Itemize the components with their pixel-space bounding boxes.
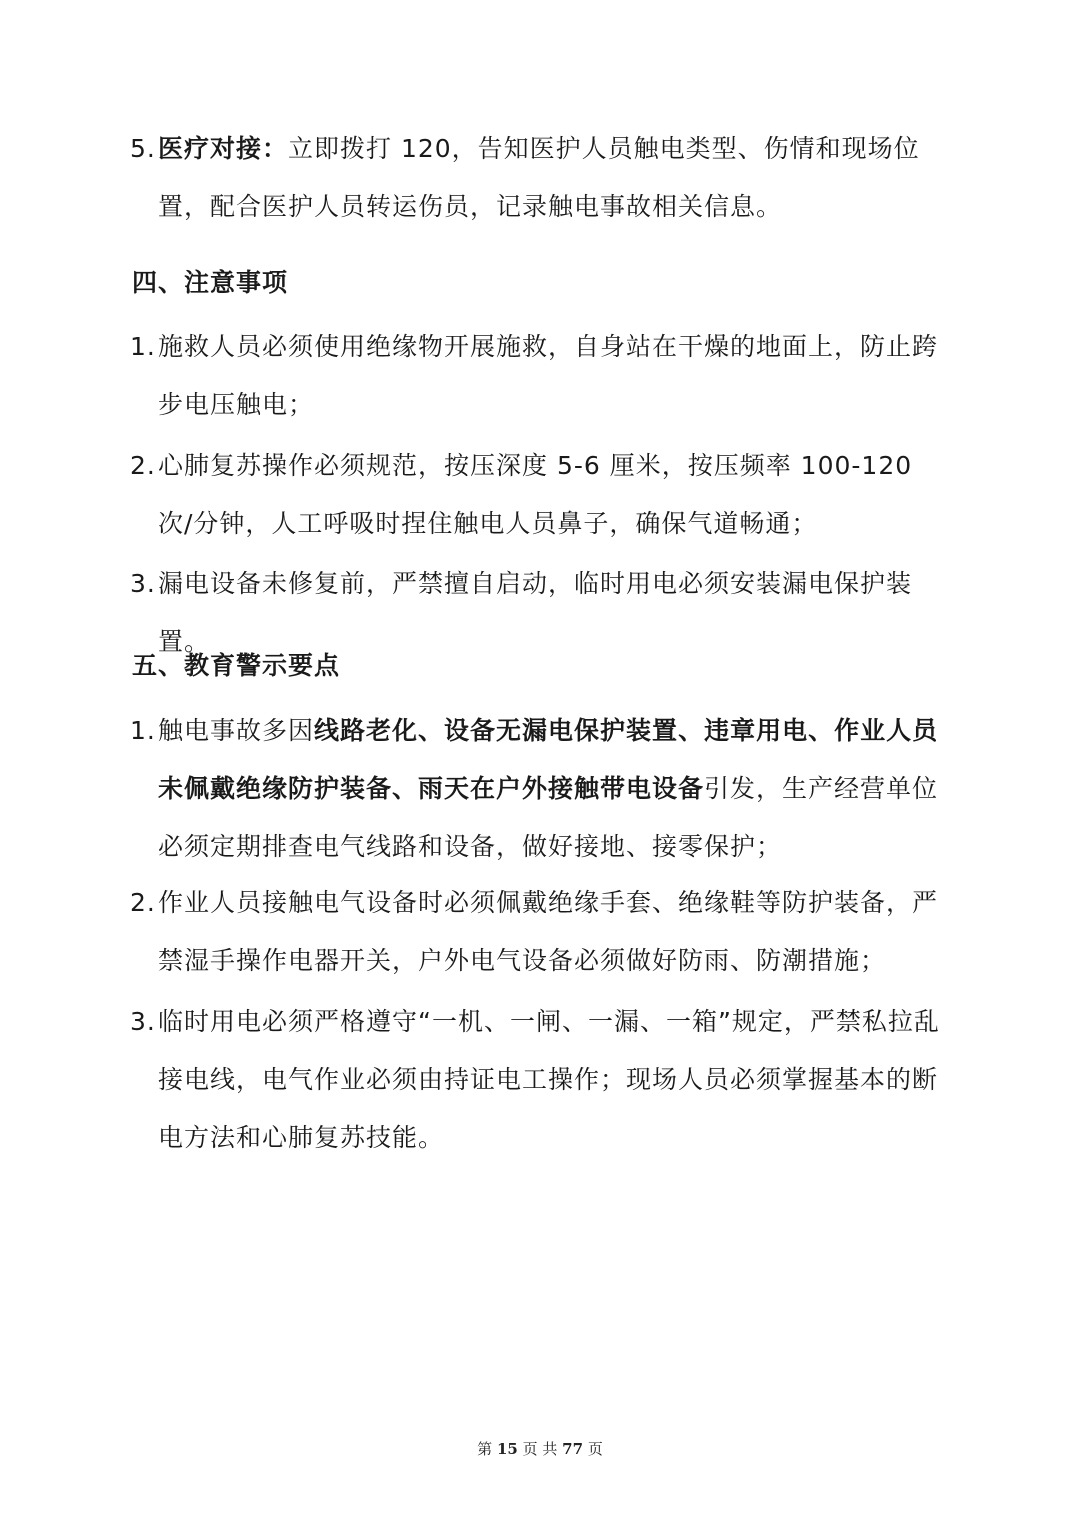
item-bold-label: 医疗对接： [158,134,289,163]
list-item [130,437,950,553]
page-footer [0,1438,1080,1459]
item-number: 2. [130,451,156,480]
emphasis-separator: 、 [418,716,445,745]
item-text: 作业人员接触电气设备时必须佩戴绝缘手套、绝缘鞋等防护装备，严禁湿手操作电器开关，户外电气设备必须做好防雨、防潮措施； [158,888,939,975]
item-number: 3. [130,1007,156,1036]
emphasis-text: 作业人员未佩戴绝缘防护装备 [158,716,939,803]
list-item [130,318,950,434]
item-number: 3. [130,569,156,598]
list-item [130,993,950,1167]
total-page-number: 77 [562,1440,584,1458]
list-item [130,874,950,990]
item-text: 漏电设备未修复前，严禁擅自启动，临时用电必须安装漏电保护装置。 [158,569,913,656]
footer-prefix: 第 [477,1440,493,1458]
item-content [158,702,950,876]
emphasis-text: 雨天在户外接触带电设备 [418,774,705,803]
current-page-number: 15 [496,1440,518,1458]
item-text: 施救人员必须使用绝缘物开展施救，自身站在干燥的地面上，防止跨步电压触电； [158,332,939,419]
emphasis-separator: 、 [678,716,705,745]
item-text: 临时用电必须严格遵守“一机、一闸、一漏、一箱”规定，严禁私拉乱接电线，电气作业必须由持证电工操作；现场人员必须掌握基本的断电方法和心肺复苏技能。 [158,1007,940,1152]
item-number: 2. [130,888,156,917]
section-heading: 五、教育警示要点 [132,651,341,680]
emphasis-separator: 、 [808,716,835,745]
item-text: 立即拨打 120，告知医护人员触电类型、伤情和现场位置，配合医护人员转运伤员，记录触电事故相关信息。 [158,134,920,221]
section-heading: 四、注意事项 [132,268,289,297]
item-text: 引发，生产经营单位必须定期排查电气线路和设备，做好接地、接零保护； [158,774,939,861]
item-content [158,120,950,236]
item-number: 5. [130,134,156,163]
emphasis-text: 线路老化 [314,716,419,745]
emphasis-text: 违章用电 [704,716,809,745]
item-text: 触电事故多因 [158,716,315,745]
emphasis-separator: 、 [392,774,419,803]
list-item [130,120,950,236]
footer-middle: 页 共 [522,1440,558,1458]
item-number: 1. [130,332,156,361]
item-number: 1. [130,716,156,745]
footer-suffix: 页 [587,1440,603,1458]
item-text: 心肺复苏操作必须规范，按压深度 5-6 厘米，按压频率 100-120 次/分钟，人工呼吸时捏住触电人员鼻子，确保气道畅通； [158,451,913,538]
list-item [130,702,950,876]
emphasis-text: 设备无漏电保护装置 [444,716,679,745]
